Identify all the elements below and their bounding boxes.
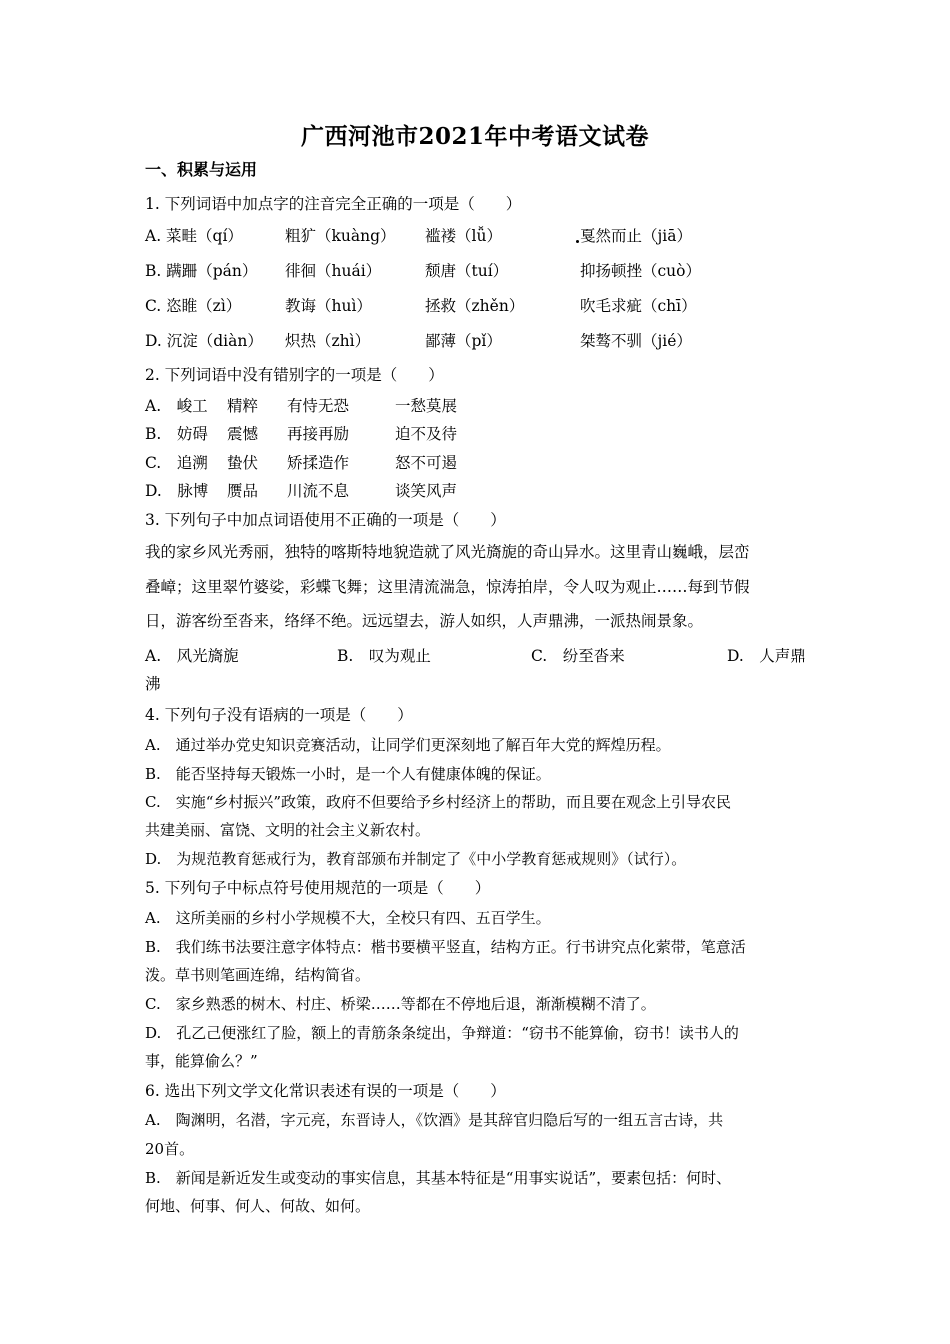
option-continuation: 何地、何事、何人、何故、如何。 <box>145 1197 371 1215</box>
question-2-option-b <box>145 424 815 446</box>
option-cell: 川流不息 <box>287 482 350 500</box>
question-2-option-d <box>145 481 815 503</box>
option-cell: 鄙薄（pǐ） <box>425 332 502 350</box>
option-cell: 迫不及待 <box>395 425 458 443</box>
question-2-stem: 2. 下列词语中没有错别字的一项是（ ） <box>145 366 444 384</box>
option-continuation: 20首。 <box>145 1140 195 1158</box>
option-cell: 炽热（zhì） <box>285 332 371 350</box>
question-3-options <box>145 646 815 668</box>
option-cell: B. 叹为观止 <box>337 647 431 665</box>
option-cell: C. 恣睢（zì） <box>145 297 242 315</box>
option-cell: A. 峻工 <box>145 397 208 415</box>
option-cell: 徘徊（huái） <box>285 262 382 280</box>
option-cell: C. 纷至沓来 <box>531 647 625 665</box>
question-1-option-c <box>145 296 815 318</box>
option-cell: 粗犷（kuàng） <box>285 227 396 245</box>
option-continuation: 事，能算偷么？” <box>145 1052 258 1070</box>
question-2-option-a <box>145 396 815 418</box>
option-cell: 蛰伏 <box>227 454 259 472</box>
option-cell: 拯救（zhěn） <box>425 297 525 315</box>
option-cell: 抑扬顿挫（cuò） <box>580 262 701 280</box>
option-cell: 吹毛求疵（chī） <box>580 297 697 315</box>
option-cell: D. 脉博 <box>145 482 209 500</box>
option-cell: 矫揉造作 <box>287 454 350 472</box>
question-5-option-c: C. 家乡熟悉的树木、村庄、桥梁……等都在不停地后退，渐渐模糊不清了。 <box>145 995 656 1013</box>
option-cell: 颓唐（tuí） <box>425 262 509 280</box>
question-4-option-c: C. 实施“乡村振兴”政策，政府不但要给予乡村经济上的帮助，而且要在观念上引导农民 <box>145 793 732 811</box>
question-1-option-b <box>145 261 815 283</box>
option-cell: C. 追溯 <box>145 454 208 472</box>
option-cell: 谈笑风声 <box>395 482 458 500</box>
question-4-option-a: A. 通过举办党史知识竞赛活动，让同学们更深刻地了解百年大党的辉煌历程。 <box>145 736 671 754</box>
option-cell: 赝品 <box>227 482 259 500</box>
question-4-option-d: D. 为规范教育惩戒行为，教育部颁布并制定了《中小学教育惩戒规则》（试行）。 <box>145 850 687 868</box>
question-5-option-d: D. 孔乙己便涨红了脸，额上的青筋条条绽出，争辩道：“窃书不能算偷，窃书！读书人的 <box>145 1024 739 1042</box>
question-6-option-b: B. 新闻是新近发生或变动的事实信息，其基本特征是“用事实说话”，要素包括：何时、 <box>145 1169 732 1187</box>
question-1-option-d <box>145 331 815 353</box>
option-cell: B. 蹒跚（pán） <box>145 262 258 280</box>
option-cell: D. 人声鼎 <box>727 647 806 665</box>
option-cell: 再接再励 <box>287 425 350 443</box>
option-continuation: 泼。草书则笔画连绵，结构简省。 <box>145 966 371 984</box>
option-cell: 震憾 <box>227 425 259 443</box>
option-cell: 教诲（huì） <box>285 297 372 315</box>
question-5-option-a: A. 这所美丽的乡村小学规模不大，全校只有四、五百学生。 <box>145 909 551 927</box>
question-6-option-a: A. 陶渊明，名潜，字元亮，东晋诗人，《饮酒》是其辞官归隐后写的一组五言古诗，共 <box>145 1111 724 1129</box>
option-cell: 一愁莫展 <box>395 397 458 415</box>
option-cell: B. 妨碍 <box>145 425 208 443</box>
passage-line: 我的家乡风光秀丽，独特的喀斯特地貌造就了风光旖旎的奇山异水。这里青山巍峨，层峦 <box>145 543 750 561</box>
option-continuation: 共建美丽、富饶、文明的社会主义新农村。 <box>145 821 431 839</box>
question-3-stem: 3. 下列句子中加点词语使用不正确的一项是（ ） <box>145 511 506 529</box>
emphasis-dot <box>576 240 579 243</box>
section-heading: 一、积累与运用 <box>145 160 258 179</box>
option-cell: 褴褛（lǚ） <box>425 227 502 245</box>
question-4-stem: 4. 下列句子没有语病的一项是（ ） <box>145 706 413 724</box>
page-title: 广西河池市2021年中考语文试卷 <box>300 123 649 150</box>
passage-line: 叠嶂；这里翠竹婆娑，彩蝶飞舞；这里清流湍急，惊涛拍岸，令人叹为观止……每到节假 <box>145 578 750 596</box>
option-cell: A. 风光旖旎 <box>145 647 239 665</box>
option-cell: 桀骜不驯（jié） <box>580 332 692 350</box>
option-cell: A. 菜畦（qí） <box>145 227 243 245</box>
question-5-option-b: B. 我们练书法要注意字体特点：楷书要横平竖直，结构方正。行书讲究点化萦带，笔意活 <box>145 938 746 956</box>
question-1-option-a <box>145 226 815 248</box>
question-5-stem: 5. 下列句子中标点符号使用规范的一项是（ ） <box>145 879 491 897</box>
option-cell: 怒不可遏 <box>395 454 458 472</box>
question-1-stem: 1. 下列词语中加点字的注音完全正确的一项是（ ） <box>145 195 522 213</box>
question-2-option-c <box>145 453 815 475</box>
option-cell: D. 沉淀（diàn） <box>145 332 263 350</box>
question-6-stem: 6. 选出下列文学文化常识表述有误的一项是（ ） <box>145 1082 506 1100</box>
question-4-option-b: B. 能否坚持每天锻炼一小时，是一个人有健康体魄的保证。 <box>145 765 551 783</box>
option-cell: 有恃无恐 <box>287 397 350 415</box>
option-continuation: 沸 <box>145 675 161 693</box>
passage-line: 日，游客纷至沓来，络绎不绝。远远望去，游人如织，人声鼎沸，一派热闹景象。 <box>145 612 704 630</box>
option-cell: 精粹 <box>227 397 259 415</box>
option-cell: 戛然而止（jiā） <box>580 227 693 245</box>
